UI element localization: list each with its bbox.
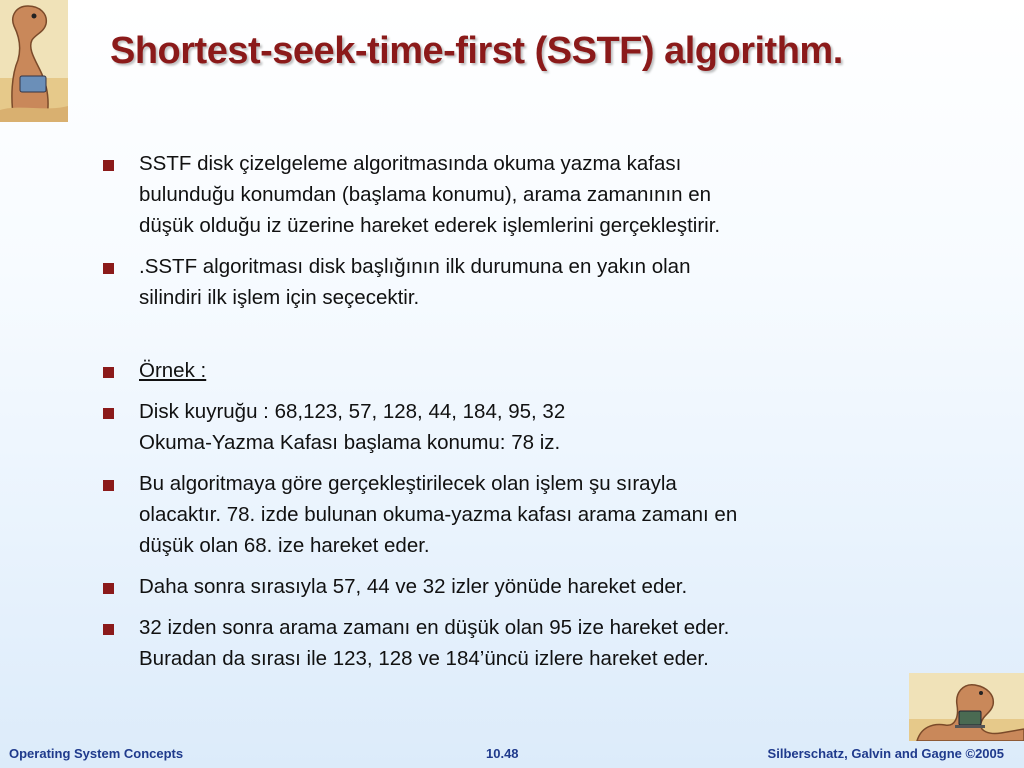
square-bullet-icon — [103, 408, 114, 419]
bullet-line: Okuma-Yazma Kafası başlama konumu: 78 iz. — [139, 431, 561, 454]
square-bullet-icon — [103, 160, 114, 171]
footer-course-title: Operating System Concepts — [9, 746, 184, 761]
bullet-item — [103, 148, 933, 241]
bullet-line: Buradan da sırası ile 123, 128 ve 184’üncü izlere hareket eder. — [139, 647, 709, 670]
bullet-item — [103, 571, 933, 602]
square-bullet-icon — [103, 480, 114, 491]
bullet-line: SSTF disk çizelgeleme algoritmasında okuma yazma kafası — [139, 152, 682, 175]
square-bullet-icon — [103, 583, 114, 594]
bullet-line: .SSTF algoritması disk başlığının ilk durumuna en yakın olan — [139, 255, 691, 278]
bullet-item — [103, 251, 933, 313]
square-bullet-icon — [103, 624, 114, 635]
dinosaur-logo-icon — [0, 0, 68, 122]
bullet-line: Daha sonra sırasıyla 57, 44 ve 32 izler yönüde hareket eder. — [139, 575, 688, 598]
example-heading: Örnek : — [139, 359, 207, 382]
bullet-item — [103, 355, 933, 386]
bullet-line: Disk kuyruğu : 68,123, 57, 128, 44, 184, 95, 32 — [139, 400, 566, 423]
bullet-line: düşük olan 68. ize hareket eder. — [139, 534, 430, 557]
bullet-line: bulunduğu konumdan (başlama konumu), arama zamanının en — [139, 183, 712, 206]
dinosaur-laptop-logo-icon — [909, 673, 1024, 741]
square-bullet-icon — [103, 367, 114, 378]
footer-page-number: 10.48 — [486, 746, 519, 761]
square-bullet-icon — [103, 263, 114, 274]
bullet-line: Bu algoritmaya göre gerçekleştirilecek olan işlem şu sırayla — [139, 472, 677, 495]
bullet-line: 32 izden sonra arama zamanı en düşük olan 95 ize hareket eder. — [139, 616, 730, 639]
footer-copyright: Silberschatz, Galvin and Gagne ©2005 — [767, 746, 1004, 761]
slide-title: Shortest-seek-time-first (SSTF) algorithm. — [110, 30, 843, 72]
bullet-list — [103, 148, 933, 684]
bullet-line: düşük olduğu iz üzerine hareket ederek işlemlerini gerçekleştirir. — [139, 214, 721, 237]
bullet-item — [103, 612, 933, 674]
bullet-line: olacaktır. 78. izde bulunan okuma-yazma kafası arama zamanı en — [139, 503, 738, 526]
bullet-item — [103, 396, 933, 458]
bullet-item — [103, 468, 933, 561]
bullet-line: silindiri ilk işlem için seçecektir. — [139, 286, 420, 309]
